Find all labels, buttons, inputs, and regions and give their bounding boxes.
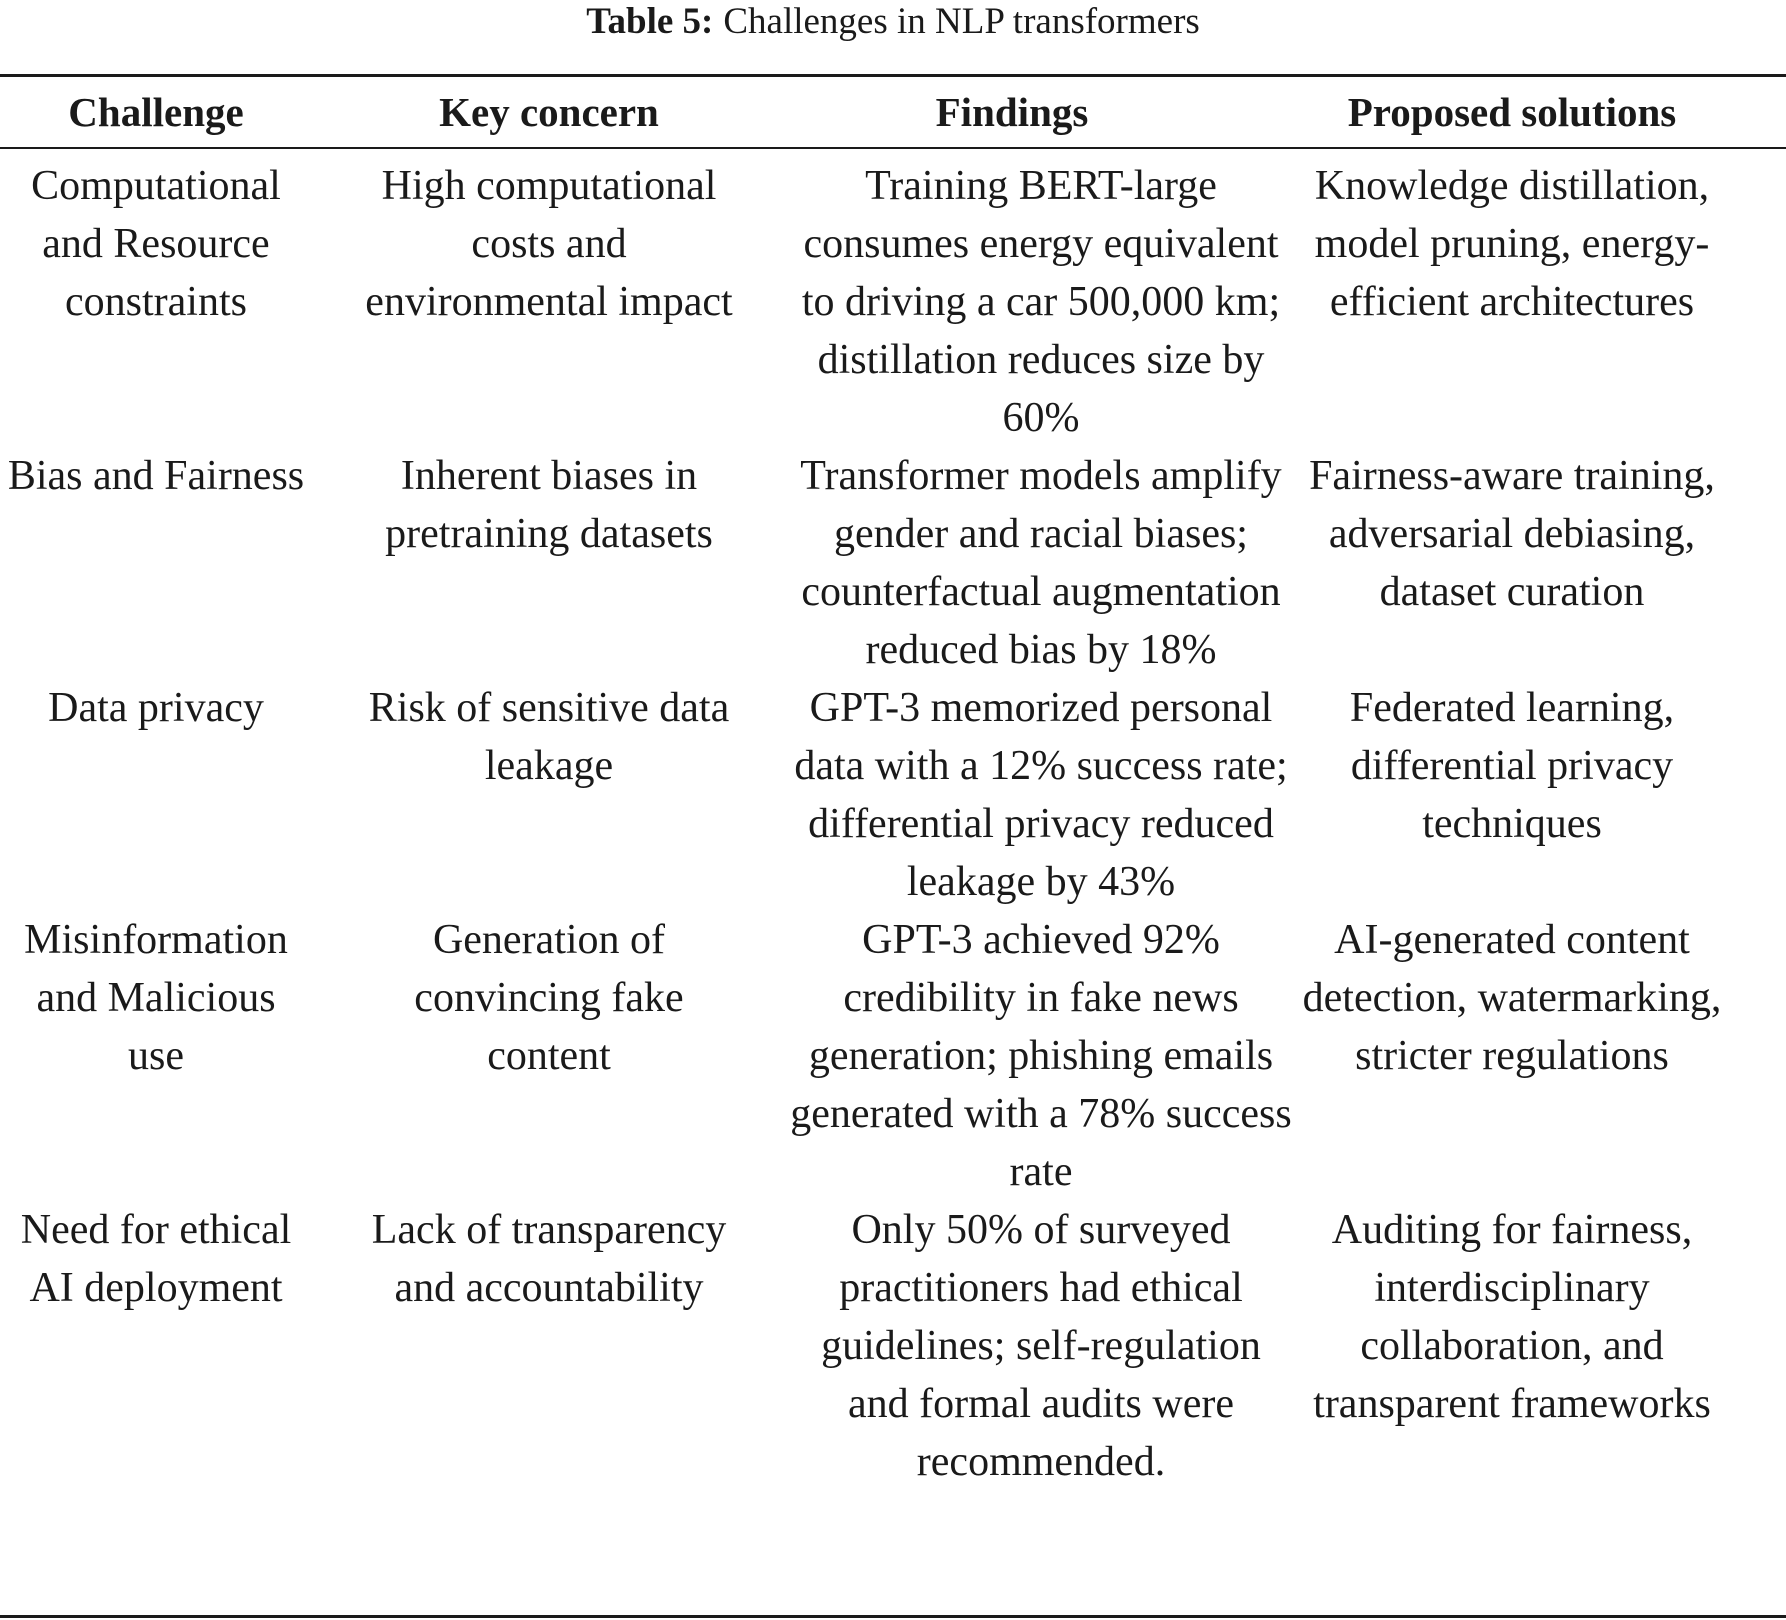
table-bottom-rule — [0, 1615, 1786, 1618]
cell-solutions: Federated learning, differential privacy techniques — [1349, 685, 1675, 847]
cell-solutions: Auditing for fairness, interdisciplinary collaboration, and transparent frameworks — [1313, 1207, 1711, 1427]
header-challenge: Challenge — [68, 89, 244, 135]
cell-key-concern: Inherent biases in pretraining datasets — [385, 453, 713, 557]
table-row — [0, 679, 1786, 911]
cell-challenge: Bias and Fairness — [7, 453, 305, 499]
header-proposed-solutions: Proposed solutions — [1347, 89, 1677, 135]
cell-challenge: Data privacy — [48, 685, 264, 731]
caption-title: Challenges in NLP transformers — [723, 1, 1200, 42]
cell-findings: GPT-3 achieved 92% credibility in fake news generation; phishing emails generated with a 78% success rate — [790, 917, 1292, 1195]
header-spacer — [0, 147, 1786, 157]
cell-findings: Training BERT-large consumes energy equivalent to driving a car 500,000 km; distillation reduces size by 60% — [801, 163, 1281, 441]
cell-challenge: Misinformation and Malicious use — [24, 917, 288, 1079]
cell-challenge: Need for ethical AI deployment — [20, 1207, 292, 1311]
table-row — [0, 157, 1786, 447]
cell-findings: Transformer models amplify gender and racial biases; counterfactual augmentation reduced bias by 18% — [800, 453, 1282, 673]
cell-key-concern: Lack of transparency and accountability — [371, 1207, 727, 1311]
header-key-concern: Key concern — [439, 89, 659, 135]
cell-findings: GPT-3 memorized personal data with a 12% success rate; differential privacy reduced leakage by 43% — [794, 685, 1288, 905]
cell-key-concern: High computational costs and environmental impact — [365, 163, 733, 325]
table-row — [0, 1201, 1786, 1491]
cell-solutions: AI-generated content detection, watermarking, stricter regulations — [1302, 917, 1722, 1079]
cell-key-concern: Generation of convincing fake content — [414, 917, 684, 1079]
cell-key-concern: Risk of sensitive data leakage — [368, 685, 730, 789]
cell-solutions: Knowledge distillation, model pruning, energy-efficient architectures — [1314, 163, 1710, 325]
cell-solutions: Fairness-aware training, adversarial debiasing, dataset curation — [1309, 453, 1715, 615]
table-header-row — [0, 77, 1786, 147]
header-findings: Findings — [935, 89, 1089, 135]
table-row — [0, 447, 1786, 679]
challenges-table — [0, 77, 1786, 1491]
cell-challenge: Computational and Resource constraints — [31, 163, 281, 325]
table-caption — [0, 0, 1786, 44]
caption-label: Table 5: — [586, 1, 714, 42]
cell-findings: Only 50% of surveyed practitioners had ethical guidelines; self-regulation and formal audits were recommended. — [821, 1207, 1261, 1485]
table-row — [0, 911, 1786, 1201]
